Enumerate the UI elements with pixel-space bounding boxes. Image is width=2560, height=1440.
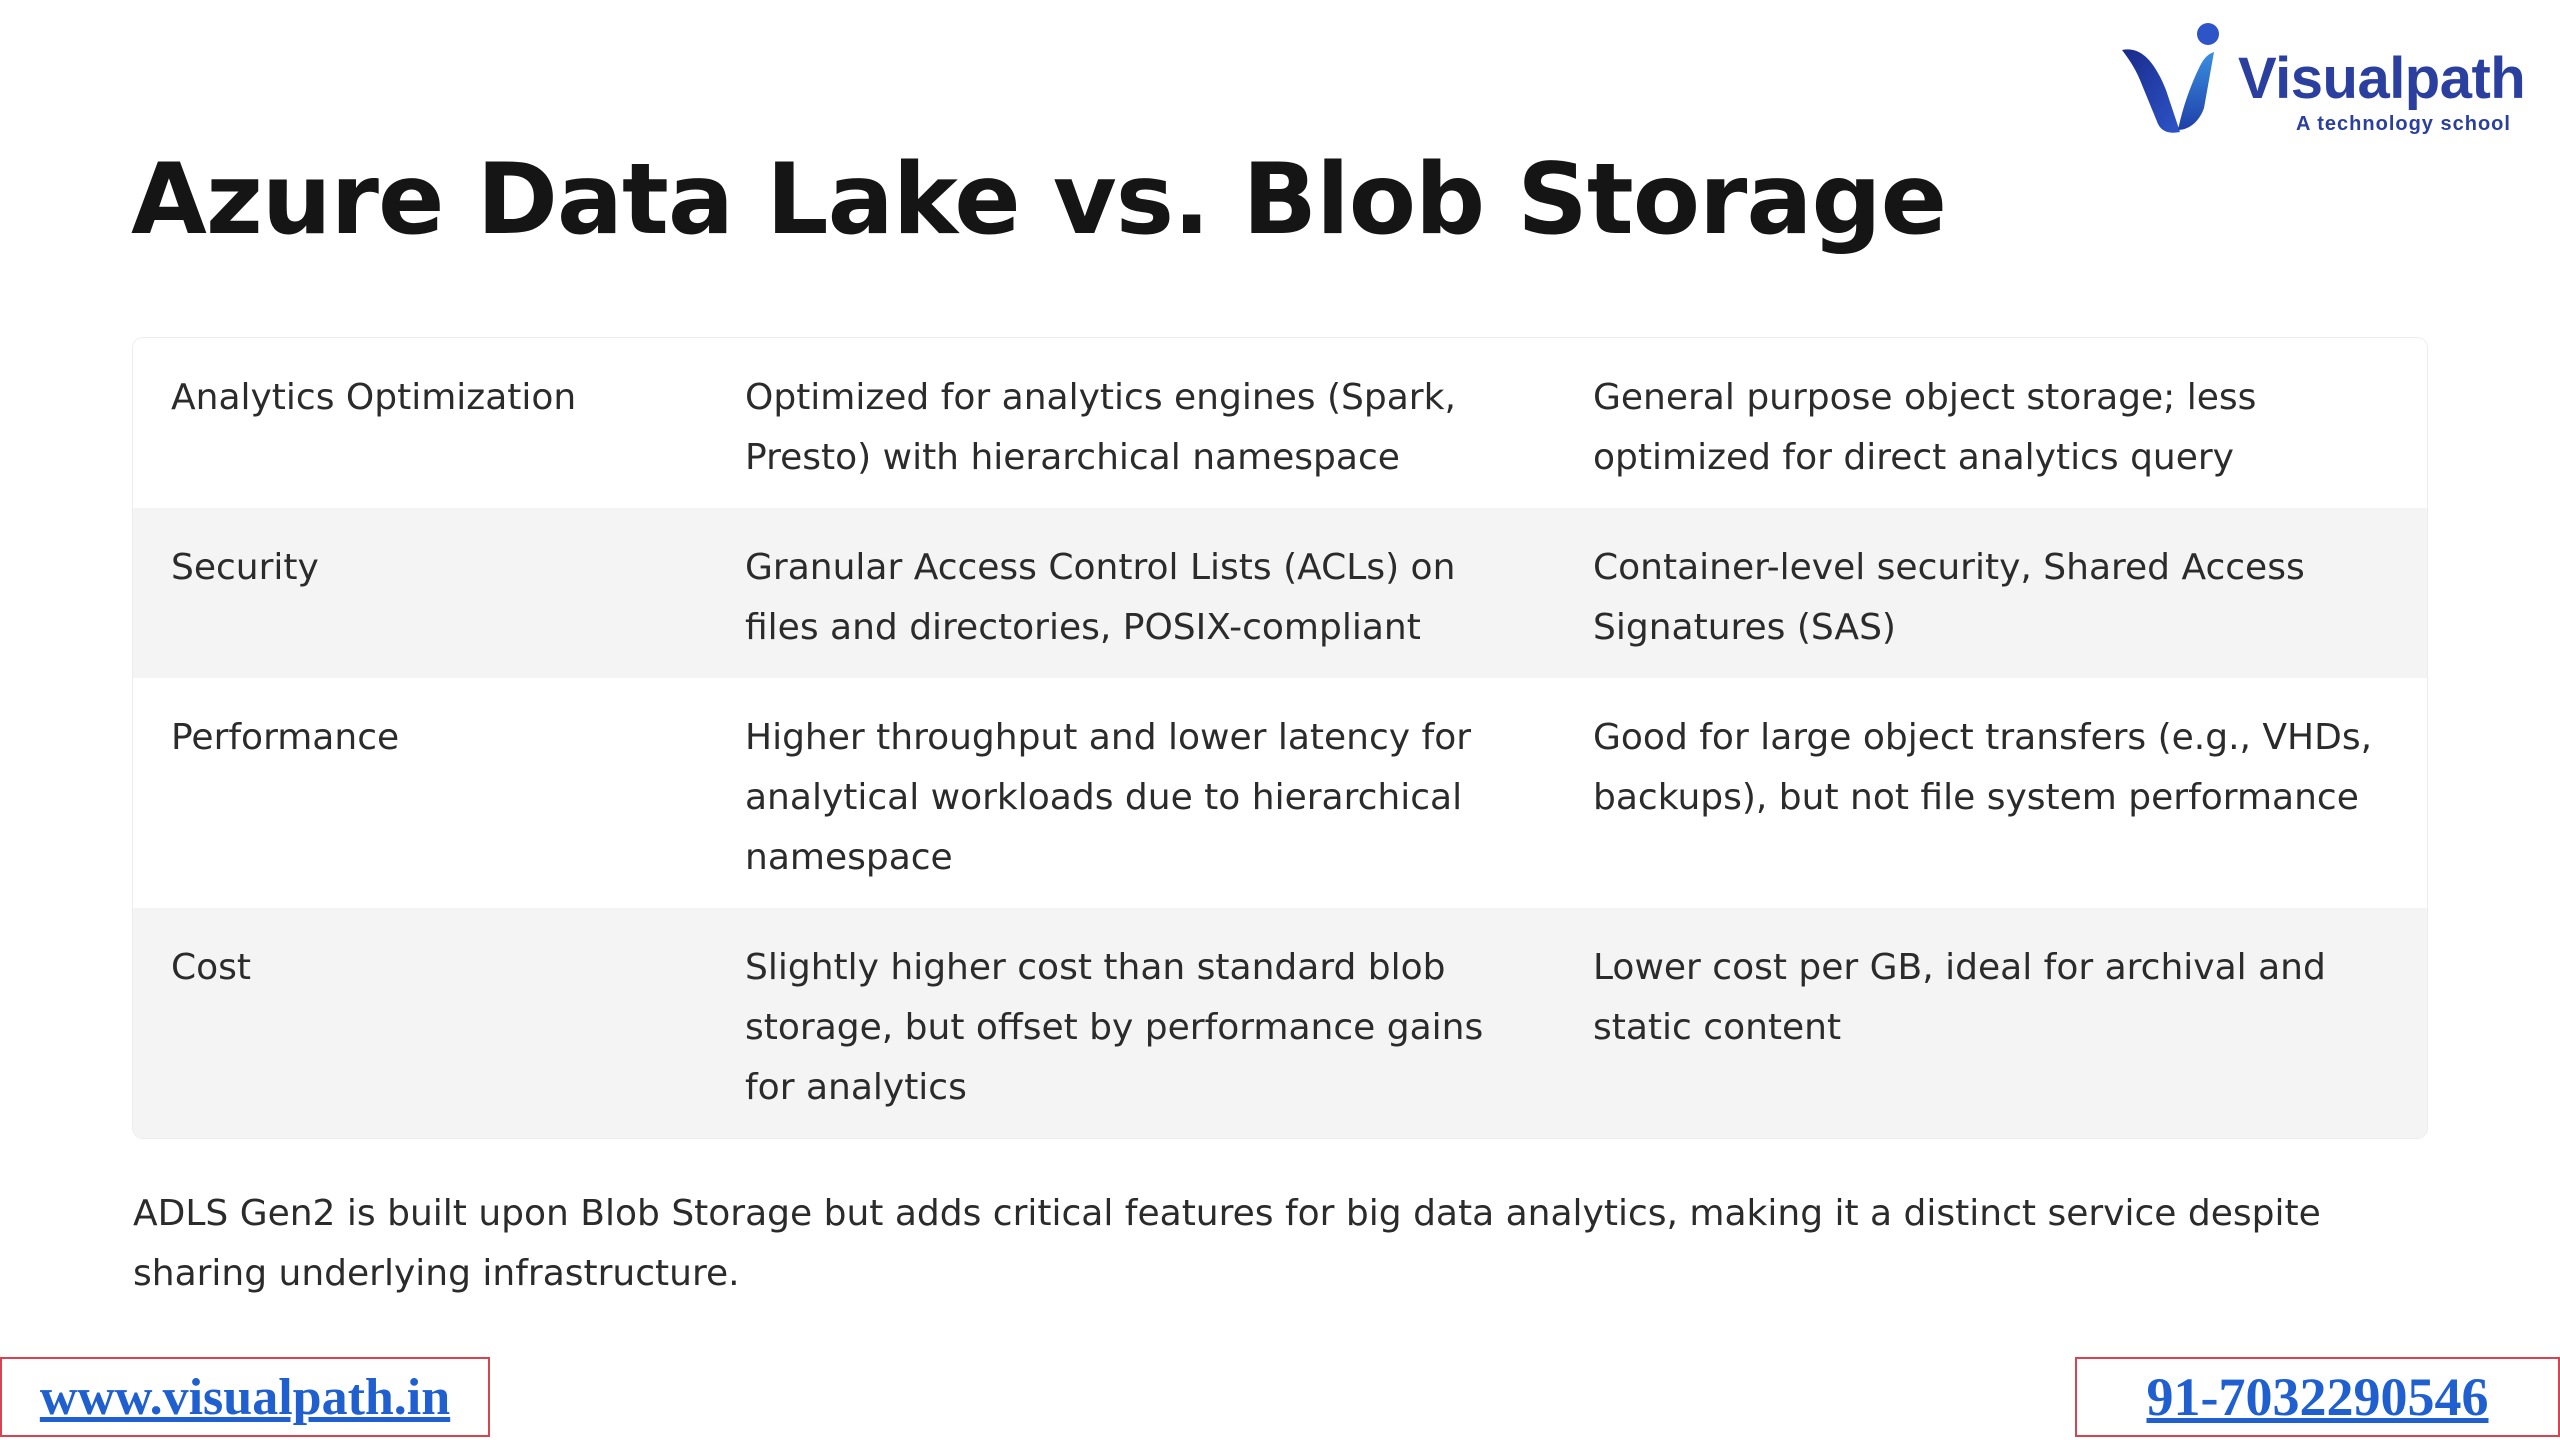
website-link[interactable]: www.visualpath.in xyxy=(39,1368,451,1426)
comparison-table xyxy=(133,338,2427,1138)
brand-name: Visualpath xyxy=(2238,46,2526,111)
feature-cell: Security xyxy=(133,508,707,678)
feature-cell: Analytics Optimization xyxy=(133,338,707,508)
visualpath-v-logo-icon xyxy=(2120,20,2230,140)
adls-cell: Granular Access Control Lists (ACLs) on files and directories, POSIX-compliant xyxy=(707,508,1555,678)
brand-tagline: A technology school xyxy=(2296,113,2511,135)
table-row xyxy=(133,908,2427,1138)
feature-cell: Cost xyxy=(133,908,707,1138)
adls-cell: Slightly higher cost than standard blob storage, but offset by performance gains for analytics xyxy=(707,908,1555,1138)
table-row xyxy=(133,338,2427,508)
adls-cell: Optimized for analytics engines (Spark, Presto) with hierarchical namespace xyxy=(707,338,1555,508)
table-row xyxy=(133,508,2427,678)
blob-cell: Container-level security, Shared Access Signatures (SAS) xyxy=(1555,508,2427,678)
blob-cell: Lower cost per GB, ideal for archival and static content xyxy=(1555,908,2427,1138)
blob-cell: Good for large object transfers (e.g., VHDs, backups), but not file system performance xyxy=(1555,678,2427,908)
phone-box xyxy=(2075,1357,2560,1437)
feature-cell: Performance xyxy=(133,678,707,908)
blob-cell: General purpose object storage; less optimized for direct analytics query xyxy=(1555,338,2427,508)
adls-cell: Higher throughput and lower latency for analytical workloads due to hierarchical namespace xyxy=(707,678,1555,908)
table-row xyxy=(133,678,2427,908)
website-box xyxy=(0,1357,490,1437)
page-title: Azure Data Lake vs. Blob Storage xyxy=(131,143,1947,257)
summary-note: ADLS Gen2 is built upon Blob Storage but adds critical features for big data analytics, making it a distinct service despite sharing underlying infrastructure. xyxy=(133,1193,2321,1294)
brand-logo xyxy=(2120,20,2526,140)
phone-number[interactable]: 91-7032290546 xyxy=(2146,1367,2489,1427)
